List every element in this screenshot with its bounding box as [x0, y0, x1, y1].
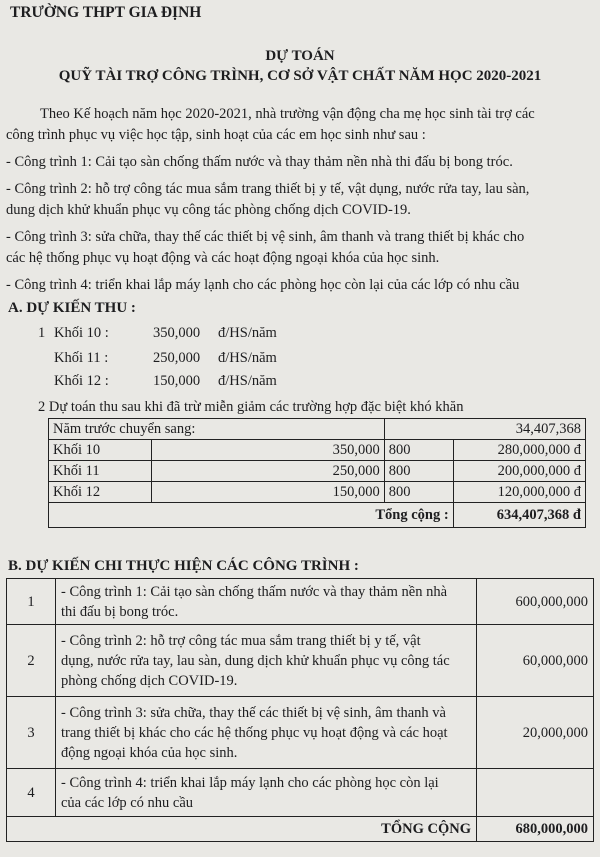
row-description [56, 625, 477, 697]
desc-line: động ngoại khóa của học sinh. [61, 744, 238, 761]
row-description [56, 579, 477, 625]
row-number: 2 [7, 625, 56, 697]
total-label: Tổng cộng : [49, 503, 454, 528]
grade-cell: Khối 10 [49, 440, 152, 461]
intro-line: - Công trình 4: triển khai lắp máy lạnh cho các phòng học còn lại của các lớp có nhu cầu [6, 277, 520, 293]
table-row [7, 817, 594, 842]
carry-value: 34,407,368 [384, 419, 585, 440]
fee-grade: Khối 12 : [54, 373, 109, 389]
table-row [49, 461, 586, 482]
expense-table [6, 578, 594, 842]
row-amount: 60,000,000 [477, 625, 594, 697]
fee-amount: 250,000 [153, 350, 201, 366]
desc-line: - Công trình 1: Cải tạo sàn chống thấm nước và thay thảm nền nhà [61, 583, 447, 600]
table-row [49, 419, 586, 440]
intro-line: - Công trình 3: sửa chữa, thay thế các thiết bị vệ sinh, âm thanh và trang thiết bị khác cho [6, 229, 525, 245]
desc-line: - Công trình 2: hỗ trợ công tác mua sắm trang thiết bị y tế, vật [61, 632, 421, 649]
carry-label: Năm trước chuyển sang: [49, 419, 385, 440]
row-amount [477, 769, 594, 817]
row-amount: 600,000,000 [477, 579, 594, 625]
desc-line: của các lớp có nhu cầu [61, 794, 194, 811]
total-cell: 200,000,000 đ [453, 461, 585, 482]
fee-cell: 250,000 [152, 461, 385, 482]
fee-unit: đ/HS/năm [218, 325, 277, 341]
table-row [7, 625, 594, 697]
fee-grade: Khối 11 : [54, 350, 109, 366]
intro-line: các hệ thống phục vụ hoạt động và các hoạt động ngoại khóa của học sinh. [6, 250, 440, 266]
desc-line: thi đấu bị bong tróc. [61, 603, 179, 620]
doc-title: DỰ TOÁN [265, 48, 335, 64]
fee-unit: đ/HS/năm [218, 373, 277, 389]
row-number: 3 [7, 697, 56, 769]
intro-line: công trình phục vụ việc học tập, sinh hoạt của các em học sinh như sau : [6, 127, 426, 143]
desc-line: phòng chống dịch COVID-19. [61, 672, 238, 689]
total-cell: 280,000,000 đ [453, 440, 585, 461]
section-a-heading: A. DỰ KIẾN THU : [8, 300, 136, 316]
grade-cell: Khối 12 [49, 482, 152, 503]
fee-grade: Khối 10 : [54, 325, 109, 341]
estimate-line: 2 Dự toán thu sau khi đã trừ miễn giảm các trường hợp đặc biệt khó khăn [38, 399, 464, 415]
row-number: 4 [7, 769, 56, 817]
row-description [56, 697, 477, 769]
income-table [48, 418, 586, 528]
count-cell: 800 [384, 482, 453, 503]
table-row [7, 579, 594, 625]
intro-line: - Công trình 2: hỗ trợ công tác mua sắm trang thiết bị y tế, vật dụng, nước rửa tay, lau sàn, [6, 181, 530, 197]
fee-unit: đ/HS/năm [218, 350, 277, 366]
table-row [49, 440, 586, 461]
total-cell: 120,000,000 đ [453, 482, 585, 503]
fee-amount: 150,000 [153, 373, 201, 389]
row-description [56, 769, 477, 817]
row-amount: 20,000,000 [477, 697, 594, 769]
school-name: TRƯỜNG THPT GIA ĐỊNH [10, 4, 202, 21]
total-value: 634,407,368 đ [453, 503, 585, 528]
fee-cell: 150,000 [152, 482, 385, 503]
desc-line: - Công trình 3: sửa chữa, thay thế các thiết bị vệ sinh, âm thanh và [61, 704, 446, 721]
intro-line: - Công trình 1: Cải tạo sàn chống thấm nước và thay thảm nền nhà thi đấu bị bong tróc. [6, 154, 513, 170]
intro-line: dung dịch khử khuẩn phục vụ công tác phòng chống dịch COVID-19. [6, 202, 411, 218]
intro-line: Theo Kế hoạch năm học 2020-2021, nhà trường vận động cha mẹ học sinh tài trợ các [40, 106, 535, 122]
section-b-heading: B. DỰ KIẾN CHI THỰC HIỆN CÁC CÔNG TRÌNH : [8, 558, 359, 574]
desc-line: - Công trình 4: triển khai lắp máy lạnh cho các phòng học còn lại [61, 774, 439, 791]
table-row [49, 503, 586, 528]
count-cell: 800 [384, 461, 453, 482]
table-row [7, 769, 594, 817]
fee-amount: 350,000 [153, 325, 201, 341]
row-number: 1 [7, 579, 56, 625]
total-label: TỔNG CỘNG [7, 817, 477, 842]
grade-cell: Khối 11 [49, 461, 152, 482]
count-cell: 800 [384, 440, 453, 461]
fee-num: 1 [38, 325, 46, 341]
total-value: 680,000,000 [477, 817, 594, 842]
desc-line: trang thiết bị khác cho các hệ thống phục vụ hoạt động và các hoạt [61, 724, 448, 741]
table-row [7, 697, 594, 769]
table-row [49, 482, 586, 503]
desc-line: dụng, nước rửa tay, lau sàn, dung dịch khử khuẩn phục vụ công tác [61, 652, 450, 669]
doc-subtitle: QUỸ TÀI TRỢ CÔNG TRÌNH, CƠ SỞ VẬT CHẤT NĂM HỌC 2020-2021 [58, 68, 542, 84]
fee-cell: 350,000 [152, 440, 385, 461]
